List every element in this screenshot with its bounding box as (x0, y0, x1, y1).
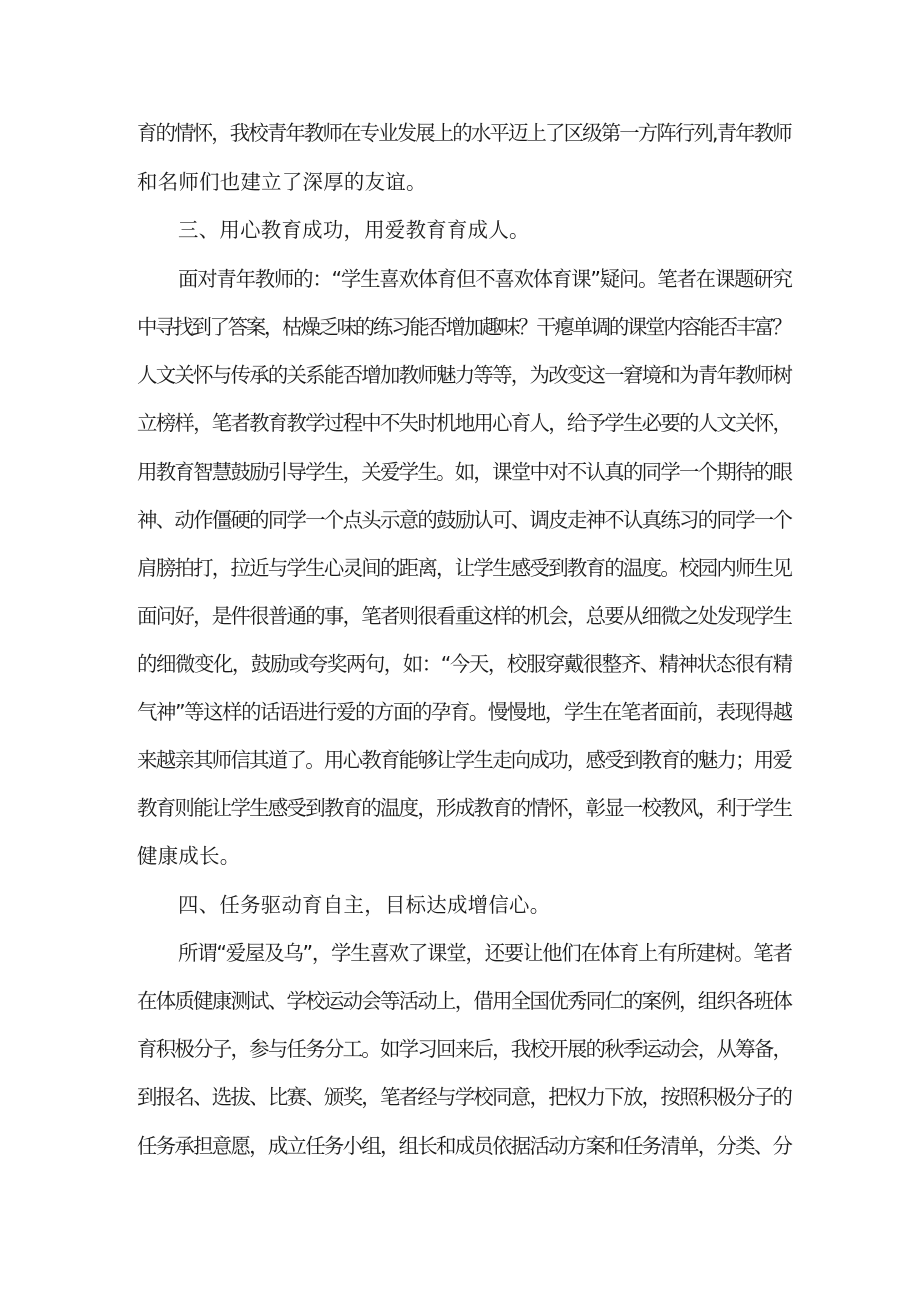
text-line: 任务承担意愿，成立任务小组，组长和成员依据活动方案和任务清单，分类、分 (137, 1134, 792, 1158)
text-line: 面问好，是件很普通的事，笔者则很看重这样的机会，总要从细微之处发现学生 (137, 604, 792, 628)
text-line: 人文关怀与传承的关系能否增加教师魅力等等，为改变这一窘境和为青年教师树 (137, 363, 792, 387)
text-line: 用教育智慧鼓励引导学生，关爱学生。如，课堂中对不认真的同学一个期待的眼 (137, 460, 792, 484)
text-line: 中寻找到了答案，枯燥乏味的练习能否增加趣味？干瘪单调的课堂内容能否丰富？ (137, 315, 791, 339)
text-line: 神、动作僵硬的同学一个点头示意的鼓励认可、调皮走神不认真练习的同学一个 (137, 508, 792, 532)
text-line: 的细微变化，鼓励或夸奖两句，如：“今天，校服穿戴很整齐、精神状态很有精 (137, 652, 792, 676)
text-line: 气神”等这样的话语进行爱的方面的孕育。慢慢地，学生在笔者面前，表现得越 (137, 700, 792, 724)
text-line: 教育则能让学生感受到教育的温度，形成教育的情怀，彰显一校教风，利于学生 (137, 796, 792, 820)
text-line: 立榜样，笔者教育教学过程中不失时机地用心育人，给予学生必要的人文关怀， (137, 411, 792, 435)
text-line: 育积极分子，参与任务分工。如学习回来后，我校开展的秋季运动会，从筹备， (137, 1037, 792, 1061)
text-line: 和名师们也建立了深厚的友谊。 (137, 170, 427, 194)
text-line: 健康成长。 (137, 844, 241, 868)
section-heading: 三、用心教育成功，用爱教育育成人。 (178, 218, 530, 242)
text-line: 到报名、选拔、比赛、颁奖，笔者经与学校同意，把权力下放，按照积极分子的 (137, 1085, 792, 1109)
text-line: 在体质健康测试、学校运动会等活动上，借用全国优秀同仁的案例，组织各班体 (137, 989, 792, 1013)
text-line: 面对青年教师的：“学生喜欢体育但不喜欢体育课”疑问。笔者在课题研究 (178, 267, 792, 291)
text-line: 育的情怀，我校青年教师在专业发展上的水平迈上了区级第一方阵行列,青年教师 (137, 121, 791, 145)
section-heading: 四、任务驱动育自主，目标达成增信心。 (178, 893, 551, 917)
text-line: 肩膀拍打，拉近与学生心灵间的距离，让学生感受到教育的温度。校园内师生见 (137, 556, 792, 580)
text-line: 所谓“爱屋及乌”，学生喜欢了课堂，还要让他们在体育上有所建树。笔者 (178, 941, 792, 965)
text-line: 来越亲其师信其道了。用心教育能够让学生走向成功，感受到教育的魅力；用爱 (137, 748, 792, 772)
